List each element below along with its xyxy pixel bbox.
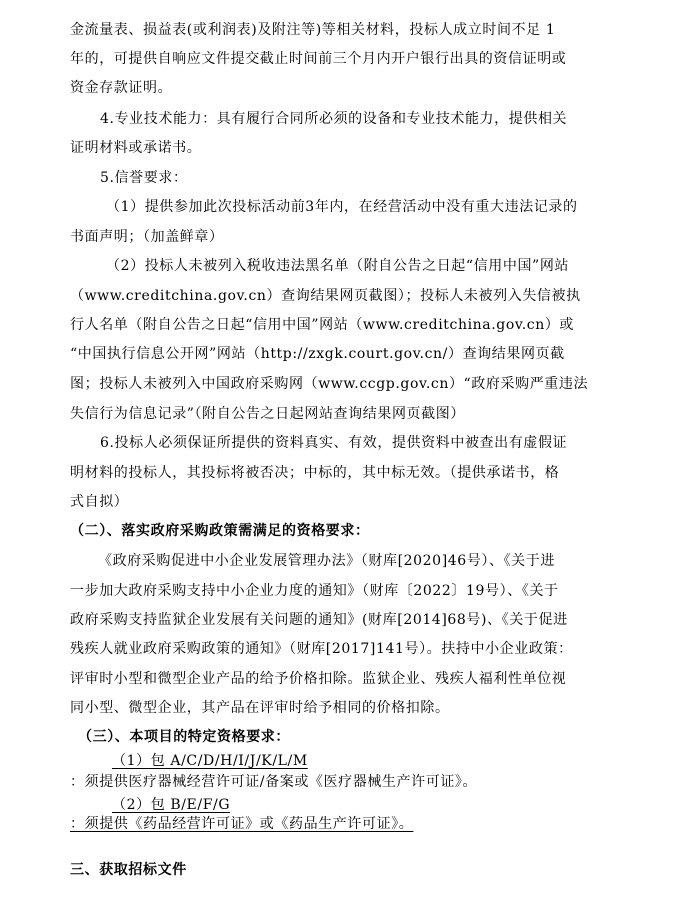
text-line: 评审时小型和微型企业产品的给予价格扣除。监狱企业、残疾人福利性单位视 xyxy=(70,671,567,687)
text-line: 式自拟） xyxy=(70,494,129,510)
text-line: 图；投标人未被列入中国政府采购网（www.ccgp.gov.cn）“政府采购严重违法 xyxy=(70,376,589,392)
chapter-heading: 三、获取招标文件 xyxy=(70,862,187,878)
package-line-1: （1）包 A/C/D/H/I/J/K/L/M xyxy=(112,753,308,769)
text-line: 同小型、微型企业，其产品在评审时给予相同的价格扣除。 xyxy=(70,700,450,716)
text-line: 行人名单（附自公告之日起“信用中国”网站（www.creditchina.gov.cn）或 xyxy=(70,317,575,333)
text-line: 证明材料或承诺书。 xyxy=(70,140,202,156)
text-line: 资金存款证明。 xyxy=(70,80,173,96)
text-line: 4.专业技术能力：具有履行合同所必须的设备和专业技术能力，提供相关 xyxy=(100,111,568,127)
text-line: 一步加大政府采购支持中小企业力度的通知》（财库〔2022〕19号）、《关于 xyxy=(70,583,559,599)
text-line: ：须提供《药品经营许可证》或《药品生产许可证》。 xyxy=(70,816,414,832)
text-line: 金流量表、损益表(或利润表)及附注等)等相关材料，投标人成立时间不足 1 xyxy=(70,22,556,38)
text-line: “中国执行信息公开网”网站（http://zxgk.court.gov.cn/）查询结果网页截 xyxy=(70,346,565,362)
section-heading-2: （二）、落实政府采购政策需满足的资格要求： xyxy=(70,523,370,539)
text-line: 6.投标人必须保证所提供的资料真实、有效，提供资料中被查出有虚假证 xyxy=(100,435,568,451)
text-line: （1）提供参加此次投标活动前3年内，在经营活动中没有重大违法记录的 xyxy=(106,199,578,215)
text-line: 年的，可提供自响应文件提交截止时间前三个月内开户银行出具的资信证明或 xyxy=(70,51,567,67)
text-line: （2）投标人未被列入税收违法黑名单（附自公告之日起“信用中国”网站 xyxy=(106,258,570,274)
text-line: 明材料的投标人，其投标将被否决；中标的，其中标无效。（提供承诺书，格 xyxy=(70,465,560,481)
text-line: 失信行为信息记录”（附自公告之日起网站查询结果网页截图） xyxy=(70,406,465,422)
text-line: 书面声明；（加盖鲜章） xyxy=(70,229,224,245)
text-line: 残疾人就业政府采购政策的通知》（财库[2017]141号）。扶持中小企业政策： xyxy=(70,641,573,657)
section-heading-3: （三）、本项目的特定资格要求： xyxy=(78,729,290,745)
text-line: ：须提供医疗器械经营许可证/备案或《医疗器械生产许可证》。 xyxy=(70,774,478,790)
text-line: 《政府采购促进中小企业发展管理办法》（财库[2020]46号）、《关于进 xyxy=(98,553,555,569)
text-line: 5.信誉要求： xyxy=(100,170,188,186)
package-line-2: （2）包 B/E/F/G xyxy=(112,797,231,813)
text-line: （www.creditchina.gov.cn）查询结果网页截图）；投标人未被列入失信被执 xyxy=(70,288,581,304)
text-line: 政府采购支持监狱企业发展有关问题的通知》(财库[2014]68号)、《关于促进 xyxy=(70,612,568,628)
